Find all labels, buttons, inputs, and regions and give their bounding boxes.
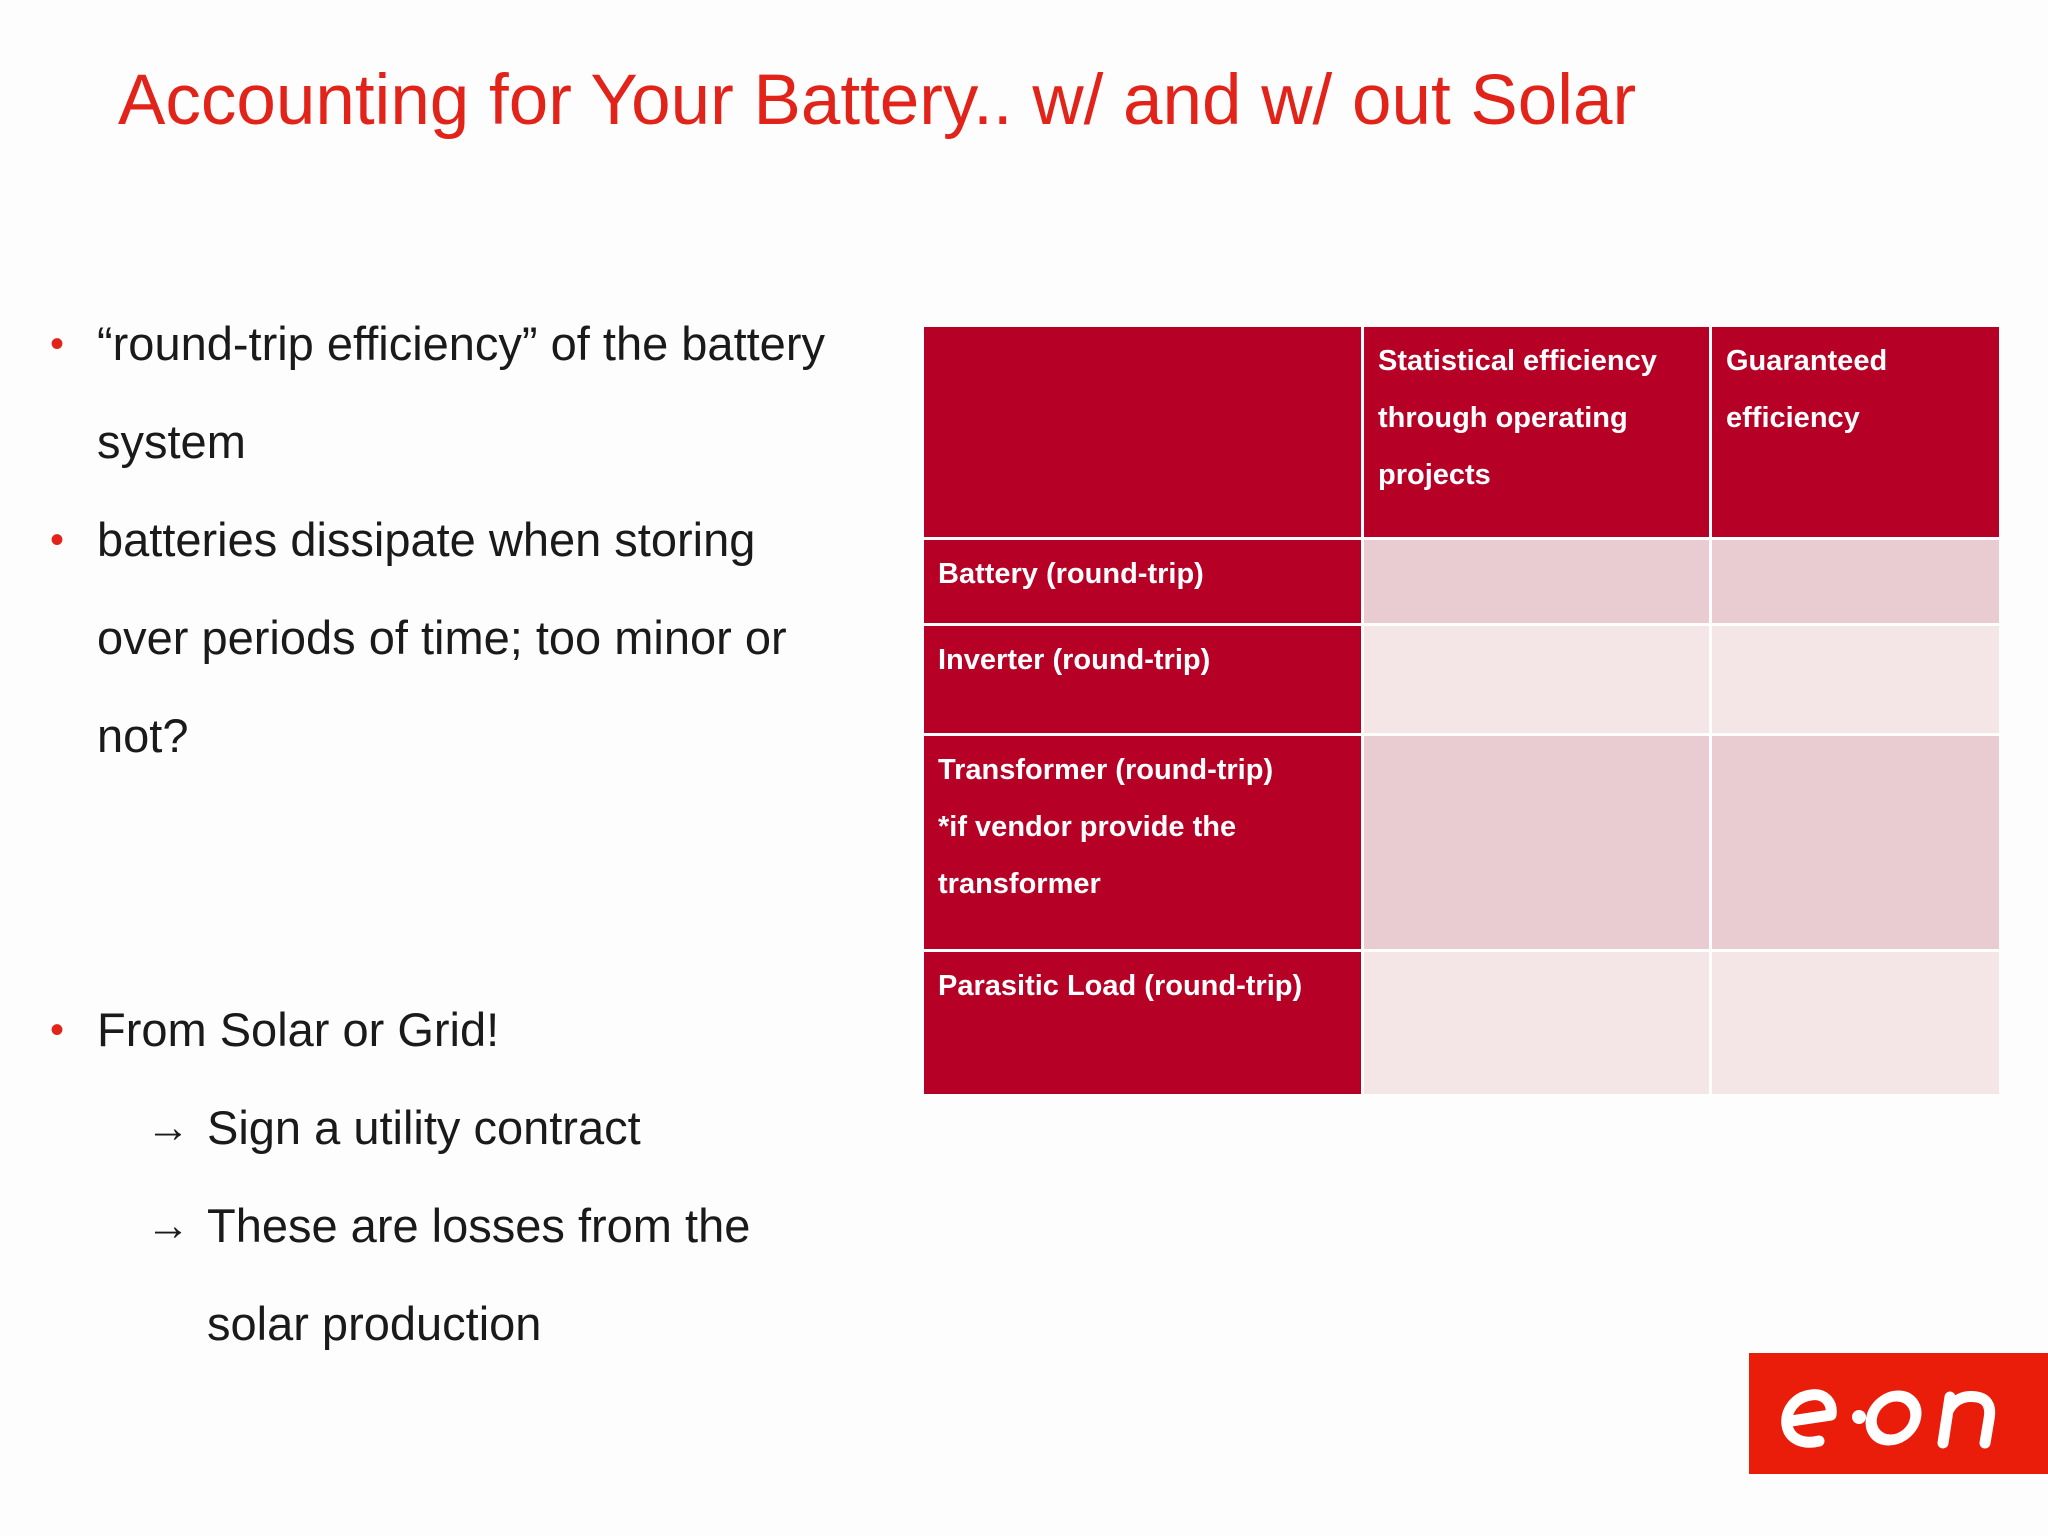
bullet-dot-icon: • <box>50 518 65 562</box>
slide-title: Accounting for Your Battery.. w/ and w/ out Solar <box>118 61 1637 140</box>
bullet-list <box>50 295 910 1373</box>
table-row <box>924 952 1999 1094</box>
bullet-item-round-trip <box>50 295 910 491</box>
table-header-empty <box>924 327 1361 537</box>
bullet-item-dissipate <box>50 491 910 785</box>
table-row <box>924 540 1999 623</box>
table-header-guaranteed <box>1712 327 1999 537</box>
row-label-line: transformer <box>938 868 1101 900</box>
bullet-dot-icon: • <box>50 322 65 366</box>
bullet-text-line: over periods of time; too minor or <box>97 611 787 664</box>
header-line: Statistical efficiency <box>1378 345 1657 377</box>
sub-bullet-text: Sign a utility contract <box>207 1101 641 1154</box>
table-cell <box>1364 736 1709 949</box>
bullet-text-line: not? <box>97 709 189 762</box>
row-label-line: *if vendor provide the <box>938 811 1237 843</box>
table-cell <box>1364 626 1709 733</box>
table-cell <box>1712 626 1999 733</box>
arrow-right-icon: → <box>146 1103 190 1152</box>
eon-logo-icon <box>1749 1353 2048 1474</box>
table-cell <box>1712 736 1999 949</box>
row-label-parasitic-load <box>924 952 1361 1094</box>
bullet-text-line: batteries dissipate when storing <box>97 513 756 566</box>
table-cell <box>1364 540 1709 623</box>
row-label-transformer <box>924 736 1361 949</box>
sub-bullet-text: These are losses from the <box>207 1199 751 1252</box>
bullet-dot-icon: • <box>50 1008 65 1052</box>
spacer <box>50 785 910 981</box>
bullet-text-line: system <box>97 415 246 468</box>
table-cell <box>1712 540 1999 623</box>
header-line: through operating <box>1378 402 1628 434</box>
sub-bullet-utility-contract <box>50 1079 910 1177</box>
header-line: projects <box>1378 459 1491 491</box>
sub-bullet-losses <box>50 1177 910 1373</box>
row-label-battery <box>924 540 1361 623</box>
table-row <box>924 736 1999 949</box>
row-label-line: Parasitic Load (round-trip) <box>938 970 1303 1002</box>
eon-logo <box>1749 1353 2048 1474</box>
row-label-line: Battery (round-trip) <box>938 558 1204 590</box>
efficiency-table <box>921 324 2002 1097</box>
table-header-row <box>924 327 1999 537</box>
table-cell <box>1364 952 1709 1094</box>
row-label-line: Inverter (round-trip) <box>938 644 1211 676</box>
table-row <box>924 626 1999 733</box>
bullet-item-solar-grid <box>50 981 910 1079</box>
sub-bullet-text: solar production <box>207 1297 542 1350</box>
row-label-line: Transformer (round-trip) <box>938 754 1274 786</box>
arrow-right-icon: → <box>146 1201 190 1250</box>
header-line: Guaranteed <box>1726 345 1888 377</box>
table-cell <box>1712 952 1999 1094</box>
bullet-text-line: “round-trip efficiency” of the battery <box>97 317 825 370</box>
bullet-text-line: From Solar or Grid! <box>97 1003 500 1056</box>
row-label-inverter <box>924 626 1361 733</box>
header-line: efficiency <box>1726 402 1860 434</box>
table-header-statistical <box>1364 327 1709 537</box>
